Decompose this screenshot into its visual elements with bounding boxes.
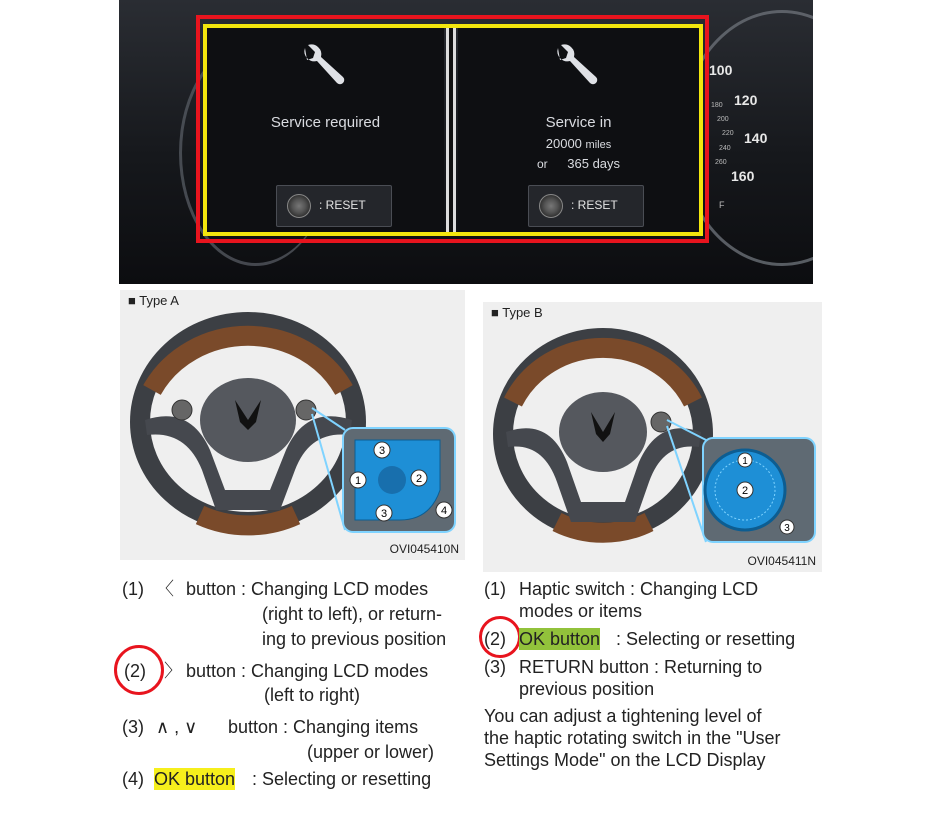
type-a-item2-num: (2) [124,661,146,681]
type-a-item2-line1: button : Changing LCD modes [186,661,429,681]
knob-icon [287,194,311,218]
speed-label-160: 160 [731,168,755,184]
lcd-divider [446,28,456,232]
type-b-item3-line2: previous position [519,679,655,699]
left-arrow-icon: 〈 [156,579,174,599]
type-a-item3-line2: (upper or lower) [307,742,435,762]
speed-label-140: 140 [744,130,768,146]
type-b-note-line1: You can adjust a tightening level of [484,706,762,726]
days-unit: days [592,156,621,171]
ok-button-highlight-b: OK button [519,629,601,649]
type-b-note-line2: the haptic rotating switch in the "User [484,728,781,748]
type-a-item1-line3: ing to previous position [262,629,447,649]
callout-a1: 3 [378,445,386,457]
service-miles [458,136,699,151]
speed-small-220: 220 [722,130,734,137]
speed-small-200: 200 [717,116,729,123]
speed-label-120: 120 [734,92,758,108]
type-b-item1-line2: modes or items [519,601,643,621]
red-circle-annotation [479,616,521,658]
speed-label-100: 100 [709,62,733,78]
type-a-illustration [120,290,465,560]
service-required-text: Service required [270,114,381,131]
type-a-code: OVI045410N [389,542,459,556]
reset-label: : RESET [571,198,618,212]
callout-a4: 3 [380,508,388,520]
speed-small-180: 180 [711,102,723,109]
miles-unit: miles [585,139,612,151]
type-b-code: OVI045411N [747,554,816,568]
right-arrow-icon: 〉 [164,661,182,681]
service-days [458,156,699,171]
callout-a2: 1 [354,475,362,487]
type-a-item1-line1: button : Changing LCD modes [186,579,429,599]
fuel-label: F [719,200,725,210]
type-b-item1-line1: Haptic switch : Changing LCD [519,579,759,599]
callout-b3: 3 [784,523,790,534]
type-a-item4-num: (4) [122,769,144,789]
type-a-item2-line2: (left to right) [264,685,361,705]
miles-value: 20000 [545,136,582,151]
speed-small-260: 260 [715,159,727,166]
speed-small-240: 240 [719,145,731,152]
type-b-item2-line1: : Selecting or resetting [616,629,796,649]
knob-icon [539,194,563,218]
type-a-item4-line1: : Selecting or resetting [252,769,432,789]
callout-b1: 1 [742,456,748,467]
steering-wheel-icon [491,322,821,552]
callout-a3: 2 [415,473,423,485]
days-value: 365 [567,156,589,171]
type-a-item1-line2: (right to left), or return- [262,604,443,624]
ok-button-highlight-a: OK button [154,769,236,789]
up-down-arrow-icon: ∧ , ∨ [156,717,198,737]
reset-button-left[interactable] [276,185,392,227]
wrench-icon [295,40,347,92]
type-b-item2-num: (2) [484,629,506,649]
type-b-item1-num: (1) [484,579,506,599]
wrench-icon [548,40,600,92]
lcd-service-in [458,28,699,232]
reset-button-right[interactable] [528,185,644,227]
type-b-illustration [483,302,822,572]
red-circle-annotation [114,645,164,695]
type-b-item3-num: (3) [484,657,506,677]
service-in-text: Service in [545,114,612,131]
type-a-item3-num: (3) [122,717,144,737]
type-a-title: ■ Type A [128,293,179,308]
steering-wheel-icon [130,310,460,540]
reset-label: : RESET [319,198,366,212]
type-a-item1-num: (1) [122,579,144,599]
lcd-service-required [207,28,444,232]
type-b-item3-line1: RETURN button : Returning to [519,657,763,677]
callout-a5: 4 [440,505,448,517]
type-b-title: ■ Type B [491,305,543,320]
type-b-note-line3: Settings Mode" on the LCD Display [484,750,766,770]
type-a-item3-line1: button : Changing items [228,717,419,737]
callout-b2: 2 [741,485,749,497]
or-label: or [536,157,548,171]
